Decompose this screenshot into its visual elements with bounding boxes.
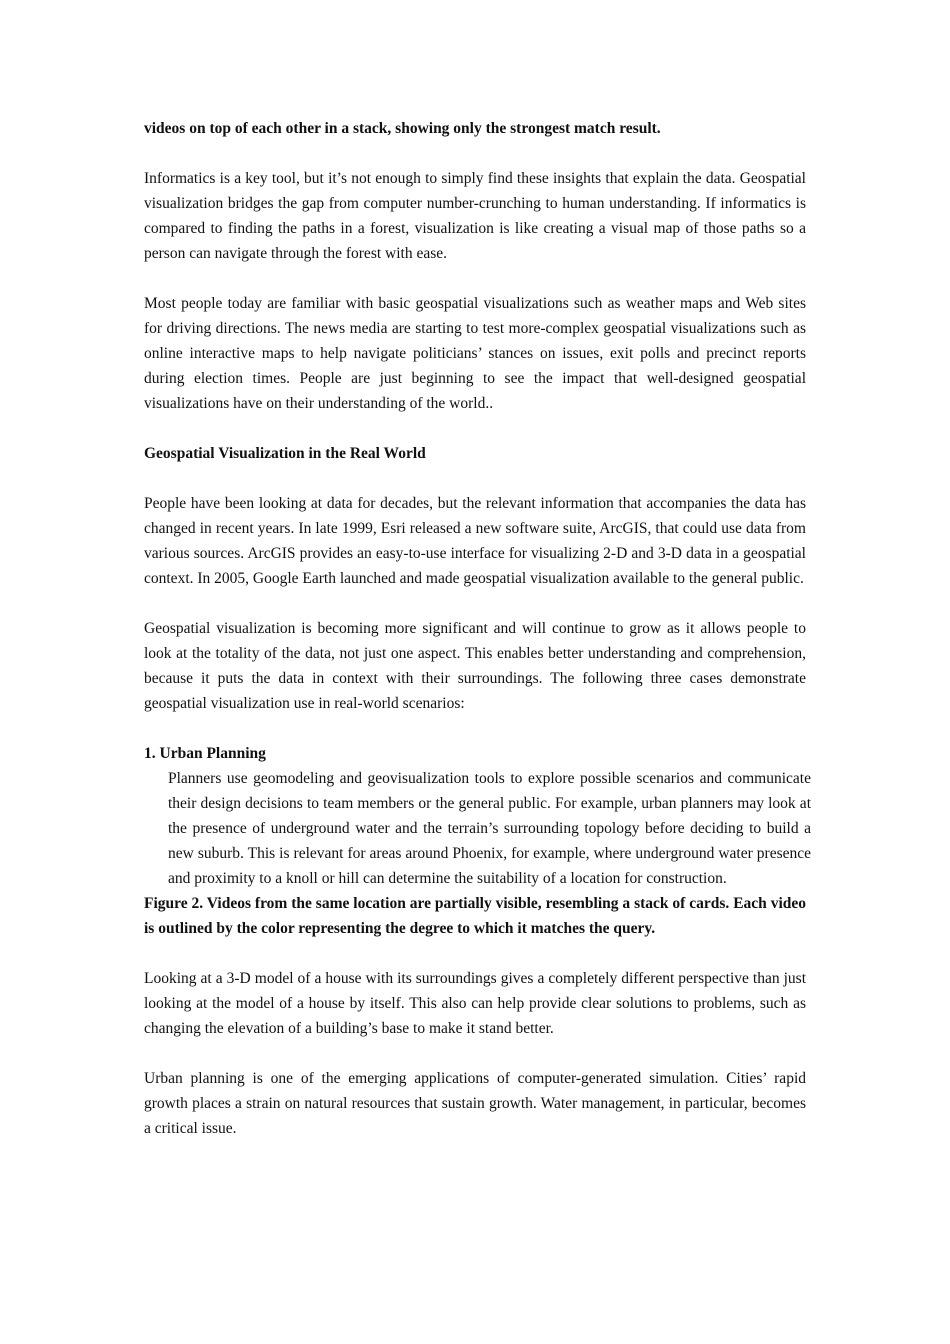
paragraph-arcgis-history: People have been looking at data for decades, but the relevant information that accompanies the data has changed in recent years. In late 1999, Esri released a new software suite, ArcGIS, that could use data from various sources. ArcGIS provides an easy-to-use interface for visualizing 2-D and 3-D data in a geospatial context. In 2005, Google Earth launched and made geospatial visualization available to the general public. (144, 495, 806, 587)
figure-caption-continuation: videos on top of each other in a stack, showing only the strongest match result. (144, 120, 661, 137)
paragraph-significance: Geospatial visualization is becoming more significant and will continue to grow as it allows people to look at the totality of the data, not just one aspect. This enables better understanding and comprehension, because it puts the data in context with their surroundings. The following three cases demonstrate geospatial visualization use in real-world scenarios: (144, 620, 806, 712)
document-page (144, 116, 811, 1141)
list-item-body-urban-planning: Planners use geomodeling and geovisualization tools to explore possible scenarios and communicate their design decisions to team members or the general public. For example, urban planners may look at the presence of underground water and the terrain’s surrounding topology before deciding to build a new suburb. This is relevant for areas around Phoenix, for example, where underground water presence and proximity to a knoll or hill can determine the suitability of a location for construction. (168, 770, 811, 887)
paragraph-3d-model: Looking at a 3-D model of a house with its surroundings gives a completely different perspective than just looking at the model of a house by itself. This also can help provide clear solutions to problems, such as changing the elevation of a building’s base to make it stand better. (144, 970, 806, 1037)
paragraph-familiar-visualizations: Most people today are familiar with basic geospatial visualizations such as weather maps and Web sites for driving directions. The news media are starting to test more-complex geospatial visualizations such as online interactive maps to help navigate politicians’ stances on issues, exit polls and precinct reports during election times. People are just beginning to see the impact that well-designed geospatial visualizations have on their understanding of the world.. (144, 295, 806, 412)
paragraph-informatics: Informatics is a key tool, but it’s not enough to simply find these insights that explain the data. Geospatial visualization bridges the gap from computer number-crunching to human understanding. If informatics is compared to finding the paths in a forest, visualization is like creating a visual map of those paths so a person can navigate through the forest with ease. (144, 170, 806, 262)
paragraph-urban-planning-simulation: Urban planning is one of the emerging applications of computer-generated simulation. Cities’ rapid growth places a strain on natural resources that sustain growth. Water management, in particular, becomes a critical issue. (144, 1070, 806, 1137)
figure-caption: Figure 2. Videos from the same location are partially visible, resembling a stack of cards. Each video is outlined by the color representing the degree to which it matches the query. (144, 895, 806, 937)
section-heading: Geospatial Visualization in the Real World (144, 445, 426, 462)
list-item-heading-urban-planning: 1. Urban Planning (144, 745, 266, 762)
